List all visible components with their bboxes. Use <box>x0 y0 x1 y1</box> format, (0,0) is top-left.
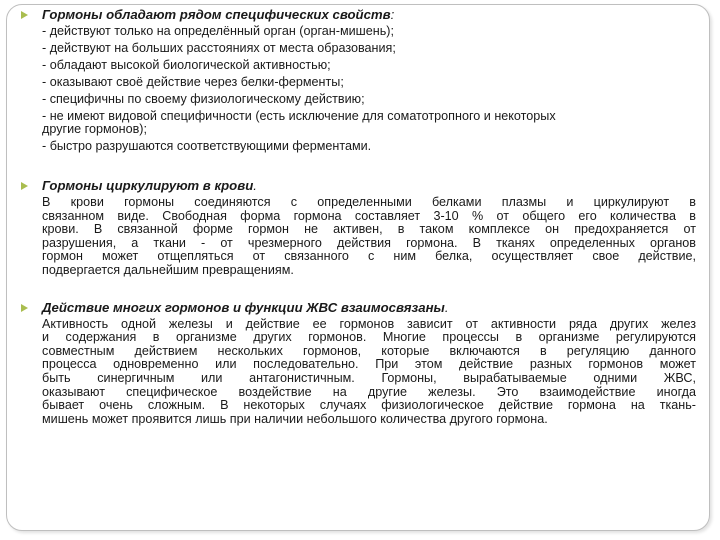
paragraph-line: бывает очень сложным. В некоторых случаях физиологическое действие гормона на ткань- <box>42 398 696 413</box>
paragraph-line: оказывают специфическое воздействие на другие железы. Это взаимодействие иногда <box>42 384 696 399</box>
list-item: - не имеют видовой специфичности (есть исключение для соматотропного и некоторых <box>42 109 556 123</box>
list-item: - обладают высокой биологической активностью; <box>42 58 331 72</box>
section-hormone-circulation <box>20 177 696 278</box>
list-item: - быстро разрушаются соответствующими ферментами. <box>42 139 372 153</box>
bullet-arrow-icon <box>21 304 28 312</box>
paragraph-line: разрушения, а ткани - от чрезмерного действия гормона. В тканях определенных органов <box>42 235 696 250</box>
section-hormone-interaction <box>20 299 696 427</box>
paragraph-line: быть синергичным или антагонистичным. Гормоны, вырабатываемые одними ЖВС, <box>42 370 696 385</box>
paragraph-line: связанном виде. Свободная форма гормона составляет 3-10 % от общего его количества в <box>42 208 696 223</box>
list-item: - специфичны по своему физиологическому действию; <box>42 92 365 106</box>
slide-content <box>20 6 696 426</box>
paragraph-line: и содержания в организме других гормонов. Многие процессы в организме регулируются <box>42 330 696 345</box>
paragraph-line: В крови гормоны соединяются с определенными белками плазмы и циркулируют в <box>42 195 696 209</box>
paragraph-line: мишень может проявится лишь при наличии небольшого количества другого гормона. <box>42 411 548 426</box>
section-heading: Гормоны циркулируют в крови. <box>42 178 257 193</box>
paragraph-line: гормон может отщепляться от связанного с ним белка, осуществляет свое действие, <box>42 249 696 264</box>
section-heading: Гормоны обладают рядом специфических свойств: <box>42 7 395 22</box>
section-body <box>42 196 696 278</box>
list-item: - действуют только на определённый орган (орган-мишень); <box>42 24 394 38</box>
paragraph-line: крови. В связанной форме гормон не активен, в таком комплексе он предохраняется от <box>42 222 696 237</box>
paragraph-line: Активность одной железы и действие ее гормонов зависит от активности ряда других желез <box>42 316 696 331</box>
paragraph-line: подвергается дальнейшим превращениям. <box>42 262 294 277</box>
bullet-arrow-icon <box>21 182 28 190</box>
paragraph-line: совместным действием нескольких гормонов, которые включаются в регуляцию данного <box>42 343 696 358</box>
section-heading: Действие многих гормонов и функции ЖВС взаимосвязаны. <box>42 299 449 315</box>
bullet-arrow-icon <box>21 11 28 19</box>
section-hormone-properties <box>20 6 696 155</box>
list-item: - действуют на больших расстояниях от места образования; <box>42 41 396 55</box>
list-item: - оказывают своё действие через белки-ферменты; <box>42 75 344 89</box>
section-body <box>42 318 696 427</box>
list-item-continuation: другие гормонов); <box>42 122 147 136</box>
paragraph-line: процесса одновременно или последовательно. При этом действие разных гормонов может <box>42 357 696 372</box>
